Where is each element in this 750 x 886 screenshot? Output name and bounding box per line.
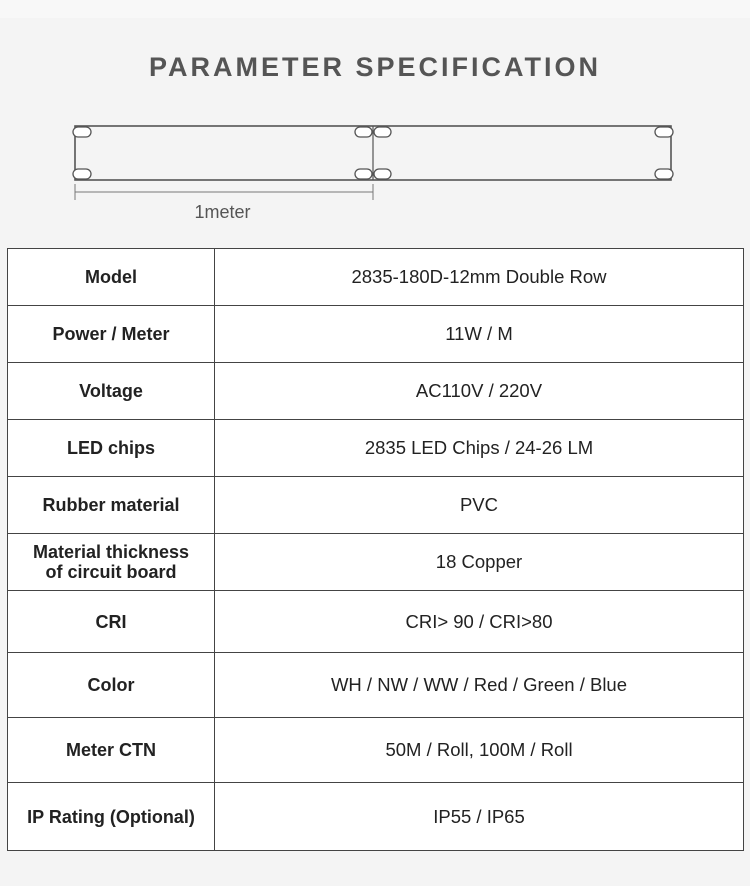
spec-value: 18 Copper <box>215 534 744 591</box>
table-row <box>8 783 744 851</box>
spec-key: Voltage <box>8 363 215 420</box>
spec-key-line: of circuit board <box>45 562 177 582</box>
solder-pad <box>73 127 91 137</box>
table-row <box>8 534 744 591</box>
spec-key: IP Rating (Optional) <box>8 783 215 851</box>
table-row <box>8 420 744 477</box>
spec-value: CRI> 90 / CRI>80 <box>215 591 744 653</box>
table-row <box>8 306 744 363</box>
length-label: 1meter <box>194 202 251 222</box>
spec-key-line: Material thickness <box>32 542 190 562</box>
spec-value: 2835-180D-12mm Double Row <box>215 249 744 306</box>
spec-key: Power / Meter <box>8 306 215 363</box>
table-row <box>8 477 744 534</box>
solder-pad <box>655 169 673 179</box>
solder-pad <box>355 169 372 179</box>
spec-key: Meter CTN <box>8 718 215 783</box>
spec-key: CRI <box>8 591 215 653</box>
spec-value: PVC <box>215 477 744 534</box>
table-row <box>8 591 744 653</box>
solder-pad <box>374 169 391 179</box>
spec-value: 11W / M <box>215 306 744 363</box>
page-title: PARAMETER SPECIFICATION <box>148 52 601 82</box>
spec-key: Rubber material <box>8 477 215 534</box>
solder-pad <box>655 127 673 137</box>
spec-value: 2835 LED Chips / 24-26 LM <box>215 420 744 477</box>
spec-key: LED chips <box>8 420 215 477</box>
solder-pad <box>374 127 391 137</box>
table-row <box>8 249 744 306</box>
spec-key: Model <box>8 249 215 306</box>
table-row <box>8 363 744 420</box>
spec-value: AC110V / 220V <box>215 363 744 420</box>
spec-table <box>7 248 744 851</box>
spec-key: Color <box>8 653 215 718</box>
spec-value: 50M / Roll, 100M / Roll <box>215 718 744 783</box>
table-row <box>8 653 744 718</box>
solder-pad <box>355 127 372 137</box>
led-strip-diagram <box>0 115 750 205</box>
spec-value: WH / NW / WW / Red / Green / Blue <box>215 653 744 718</box>
solder-pad <box>73 169 91 179</box>
spec-key <box>8 534 215 591</box>
table-row <box>8 718 744 783</box>
spec-value: IP55 / IP65 <box>215 783 744 851</box>
